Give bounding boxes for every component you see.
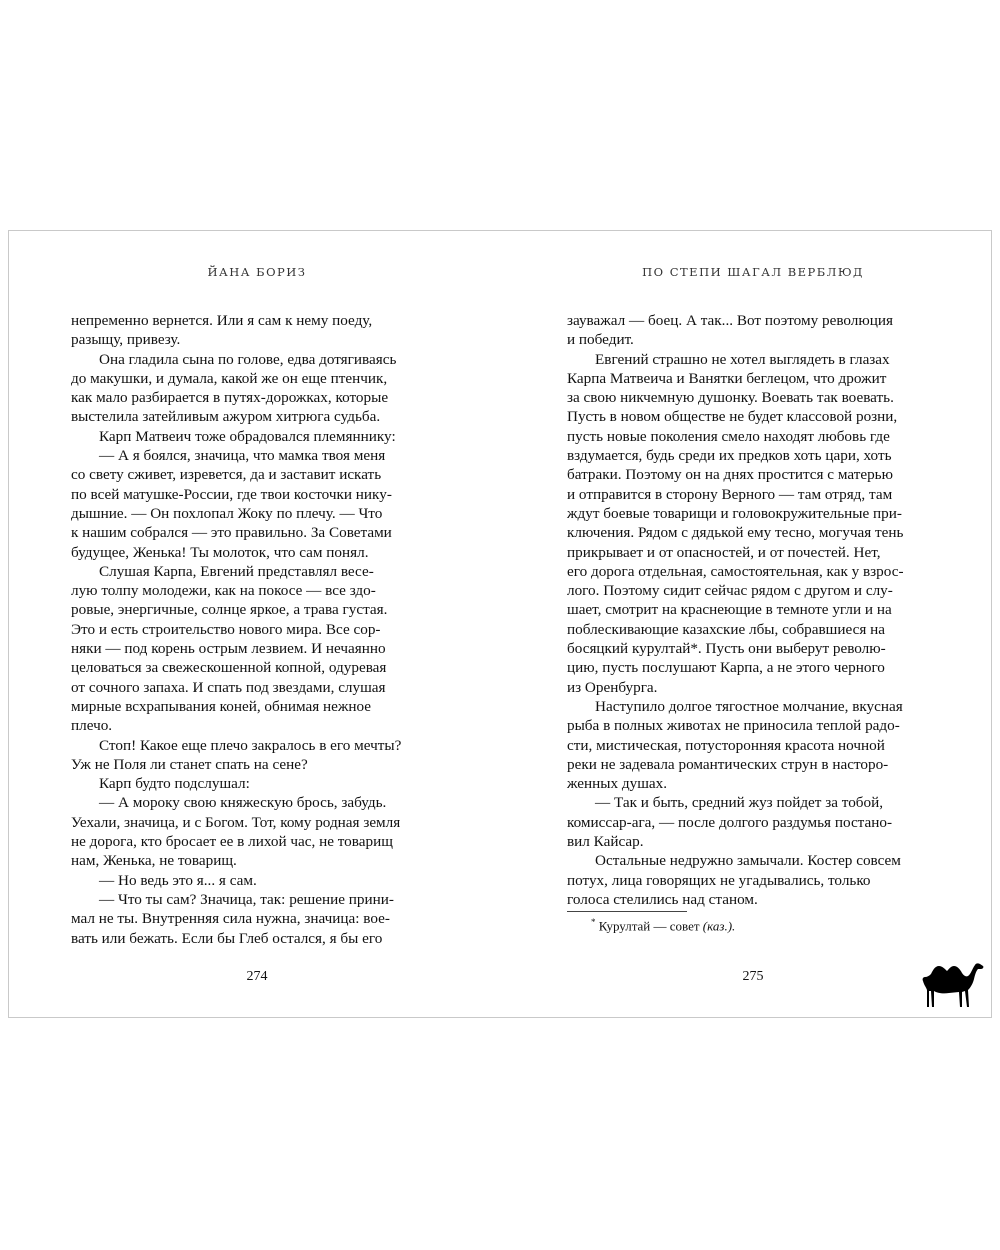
page-number-left: 274: [246, 969, 268, 984]
text-line: Карпа Матвеича и Ванятки беглецом, что дрожит: [567, 369, 887, 387]
text-line: по всей матушке-России, где твои косточки нику-: [71, 485, 392, 503]
text-line: плечо.: [71, 717, 113, 735]
right-page: [567, 231, 939, 1017]
footnote: [591, 917, 735, 934]
text-line: Карп Матвеич тоже обрадовался племяннику:: [99, 427, 396, 445]
text-line: потух, лица говорящих не угадывались, только: [567, 871, 871, 889]
left-page-text: [71, 311, 443, 948]
text-line: батраки. Поэтому он на днях простится с матерью: [567, 466, 893, 484]
text-line: Она гладила сына по голове, едва дотягиваясь: [99, 350, 397, 368]
text-line: — Что ты сам? Значица, так: решение прини-: [99, 890, 394, 908]
text-line: мал не ты. Внутренняя сила нужна, значица: вое-: [71, 910, 390, 928]
text-line: ровые, энергичные, солнце яркое, а трава густая.: [71, 601, 388, 619]
right-page-text: [567, 311, 939, 909]
text-line: — Но ведь это я... я сам.: [99, 871, 257, 889]
text-line: женных душах.: [567, 775, 668, 793]
text-line: ждут боевые товарищи и головокружительные при-: [567, 504, 902, 522]
text-line: няки — под корень острым лезвием. И нечаянно: [71, 640, 386, 658]
text-line: за свою никчемную душонку. Воевать так воевать.: [567, 389, 894, 407]
running-head-title: ПО СТЕПИ ШАГАЛ ВЕРБЛЮД: [642, 265, 864, 279]
text-line: рыба в полных животах не приносила теплой радо-: [567, 717, 900, 735]
text-line: голоса стелились над станом.: [567, 890, 758, 908]
text-line: Слушая Карпа, Евгений представлял весе-: [99, 562, 374, 580]
text-line: поблескивающие казахские лбы, собравшиеся на: [567, 620, 886, 638]
text-line: — А я боялся, значица, что мамка твоя меня: [99, 447, 386, 465]
text-line: Уж не Поля ли станет спать на сене?: [71, 755, 308, 773]
text-line: до макушки, и думала, какой же он еще птенчик,: [71, 369, 388, 387]
text-line: Наступило долгое тягостное молчание, вкусная: [595, 697, 903, 715]
text-line: нам, Женька, не товарищ.: [71, 852, 237, 870]
text-line: шает, смотрит на краснеющие в темноте угли и на: [567, 601, 892, 619]
footnote-divider: [567, 911, 687, 912]
text-line: дышние. — Он похлопал Жоку по плечу. — Что: [71, 504, 383, 522]
text-line: вздумается, будь среди их предков хоть цари, хоть: [567, 447, 892, 465]
text-line: зауважал — боец. А так... Вот поэтому революция: [567, 312, 893, 329]
footnote-mark: *: [591, 917, 596, 927]
text-line: прикрывает и от опасностей, и от почестей. Нет,: [567, 543, 881, 561]
text-line: реки не задевала романтических струн в насторо-: [567, 755, 889, 773]
text-line: Это и есть строительство нового мира. Все сор-: [71, 620, 381, 638]
footnote-language-note: (каз.).: [702, 918, 736, 934]
text-line: Остальные недружно замычали. Костер совсем: [595, 852, 901, 870]
text-line: не дорога, кто бросает ее в лихой час, не товарищ: [71, 833, 393, 851]
text-line: сти, мистическая, потусторонняя красота ночной: [567, 736, 885, 754]
text-line: целоваться за свежескошенной копной, одуревая: [71, 659, 387, 677]
text-line: комиссар-ага, — после долгого раздумья постано-: [567, 813, 893, 831]
text-line: Евгений страшно не хотел выглядеть в глазах: [595, 350, 890, 368]
text-line: выстелила затейливым ажуром хитрюга судьба.: [71, 408, 381, 426]
book-spread: [8, 230, 992, 1018]
text-line: цию, пусть послушают Карпа, а не этого черного: [567, 659, 885, 677]
left-page: [71, 231, 443, 1017]
text-line: — Так и быть, средний жуз пойдет за тобой,: [595, 794, 884, 812]
text-line: вать или бежать. Если бы Глеб остался, я бы его: [71, 929, 383, 947]
text-line: лого. Поэтому сидит сейчас рядом с другом и слу-: [567, 582, 893, 600]
text-line: разыщу, привезу.: [71, 331, 181, 349]
text-line: из Оренбурга.: [567, 678, 658, 696]
text-line: мирные всхрапывания коней, обнимая нежное: [71, 697, 372, 715]
text-line: Уехали, значица, и с Богом. Тот, кому родная земля: [71, 813, 401, 831]
text-line: вил Кайсар.: [567, 833, 644, 851]
text-line: пусть новые поколения смело находят любовь где: [567, 427, 890, 445]
text-line: — А мороку свою княжескую брось, забудь.: [99, 794, 387, 812]
text-line: Карп будто подслушал:: [99, 775, 250, 793]
text-line: к нашим собрался — это правильно. За Советами: [71, 524, 392, 542]
running-head-author: ЙАНА БОРИЗ: [207, 265, 307, 279]
text-line: лую толпу молодежи, как на покосе — все здо-: [71, 582, 376, 600]
page-number-right: 275: [742, 969, 764, 984]
text-line: со свету сживет, изревется, да и заставит искать: [71, 466, 382, 484]
text-line: непременно вернется. Или я сам к нему поеду,: [71, 312, 373, 329]
text-line: Пусть в новом обществе не будет классовой розни,: [567, 408, 898, 426]
text-line: как мало разбирается в путях-дорожках, которые: [71, 389, 389, 407]
text-line: и победит.: [567, 331, 634, 349]
text-line: босяцкий курултай*. Пусть они выберут револю-: [567, 640, 886, 658]
text-line: Стоп! Какое еще плечо закралось в его мечты?: [99, 736, 402, 754]
text-line: ключения. Рядом с дядькой ему тесно, могучая тень: [567, 524, 904, 542]
text-line: от сочного запаха. И спать под звездами, слушая: [71, 678, 386, 696]
footnote-text: Курултай — совет: [598, 918, 700, 934]
camel-icon: [921, 957, 985, 1009]
text-line: будущее, Женька! Ты молоток, что сам понял.: [71, 543, 369, 561]
text-line: и отправится в сторону Верного — там отряд, там: [567, 485, 893, 503]
text-line: его дорога отдельная, самостоятельная, как у взрос-: [567, 562, 904, 580]
